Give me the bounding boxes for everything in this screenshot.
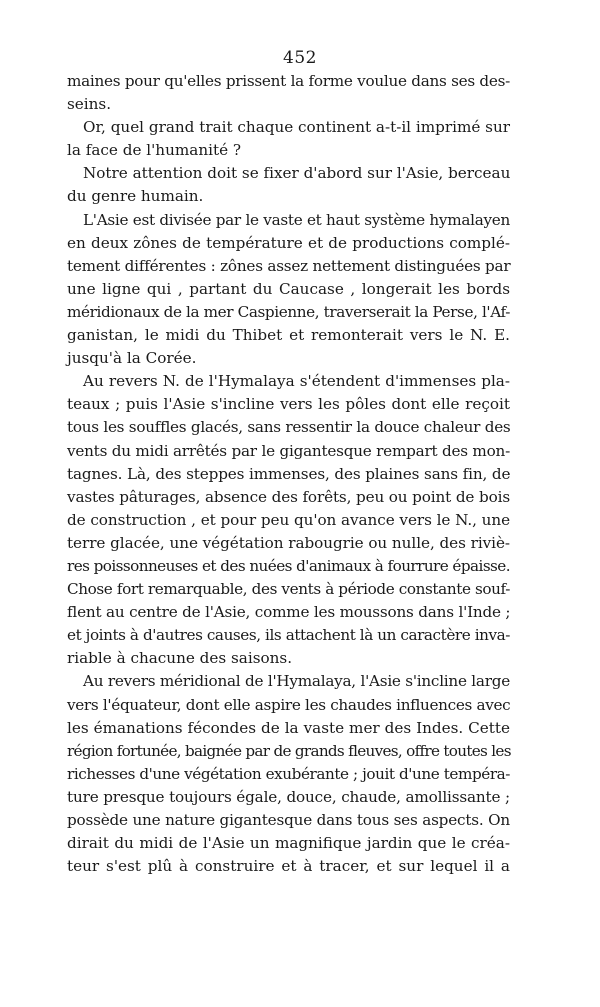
text-line: riable à chacune des saisons. [67, 649, 293, 668]
text-line: richesses d'une végétation exubérante ; jouit d'une tempéra- [67, 764, 510, 783]
text-line: une ligne qui , partant du Caucase , longerait les bords [67, 279, 510, 298]
page-number: 452 [283, 48, 317, 68]
text-line: flent au centre de l'Asie, comme les moussons dans l'Inde ; [67, 603, 511, 622]
text-line: ture presque toujours égale, douce, chaude, amollissante ; [67, 787, 510, 806]
body-text [67, 70, 510, 878]
text-line: tement différentes : zônes assez nettement distinguées par [67, 256, 511, 275]
text-line: vents du midi arrêtés par le gigantesque rempart des mon- [67, 441, 510, 460]
text-line: Notre attention doit se fixer d'abord sur l'Asie, berceau [83, 164, 511, 183]
text-line: Au revers méridional de l'Hymalaya, l'Asie s'incline large [83, 672, 510, 691]
text-line: les émanations fécondes de la vaste mer des Indes. Cette [67, 718, 510, 737]
text-line: maines pour qu'elles prissent la forme voulue dans ses des- [67, 72, 510, 90]
text-line: teaux ; puis l'Asie s'incline vers les pôles dont elle reçoit [67, 395, 510, 414]
text-line: tagnes. Là, des steppes immenses, des plaines sans fin, de [67, 464, 511, 483]
text-line: seins. [67, 95, 112, 114]
text-line: tous les souffles glacés, sans ressentir la douce chaleur des [67, 418, 511, 437]
text-line: dirait du midi de l'Asie un magnifique jardin que le créa- [67, 834, 510, 853]
text-line: terre glacée, une végétation rabougrie ou nulle, des riviè- [67, 533, 510, 552]
text-line: méridionaux de la mer Caspienne, traverserait la Perse, l'Af- [67, 302, 510, 321]
text-line: et joints à d'autres causes, ils attachent là un caractère inva- [67, 626, 510, 645]
text-line: région fortunée, baignée par de grands fleuves, offre toutes les [67, 741, 511, 760]
text-line: ganistan, le midi du Thibet et remonterait vers le N. E. [67, 326, 510, 345]
text-line: jusqu'à la Corée. [67, 349, 197, 368]
text-line: en deux zônes de température et de productions complé- [67, 233, 510, 252]
text-line: Or, quel grand trait chaque continent a-t-il imprimé sur [83, 118, 510, 137]
text-line: la face de l'humanité ? [67, 141, 242, 160]
text-line: du genre humain. [67, 187, 204, 206]
text-line: Chose fort remarquable, des vents à période constante souf- [67, 580, 510, 599]
text-line: possède une nature gigantesque dans tous ses aspects. On [67, 811, 510, 829]
text-line: res poissonneuses et des nuées d'animaux à fourrure épaisse. [67, 556, 510, 575]
text-line: vers l'équateur, dont elle aspire les chaudes influences avec [67, 695, 511, 714]
text-line: teur s'est plû à construire et à tracer, et sur lequel il a [67, 857, 510, 876]
text-line: de construction , et pour peu qu'on avance vers le N., une [67, 510, 510, 529]
text-line: Au revers N. de l'Hymalaya s'étendent d'immenses pla- [83, 372, 510, 391]
text-line: L'Asie est divisée par le vaste et haut système hymalayen [83, 210, 510, 229]
text-line: vastes pâturages, absence des forêts, peu ou point de bois [67, 487, 510, 506]
